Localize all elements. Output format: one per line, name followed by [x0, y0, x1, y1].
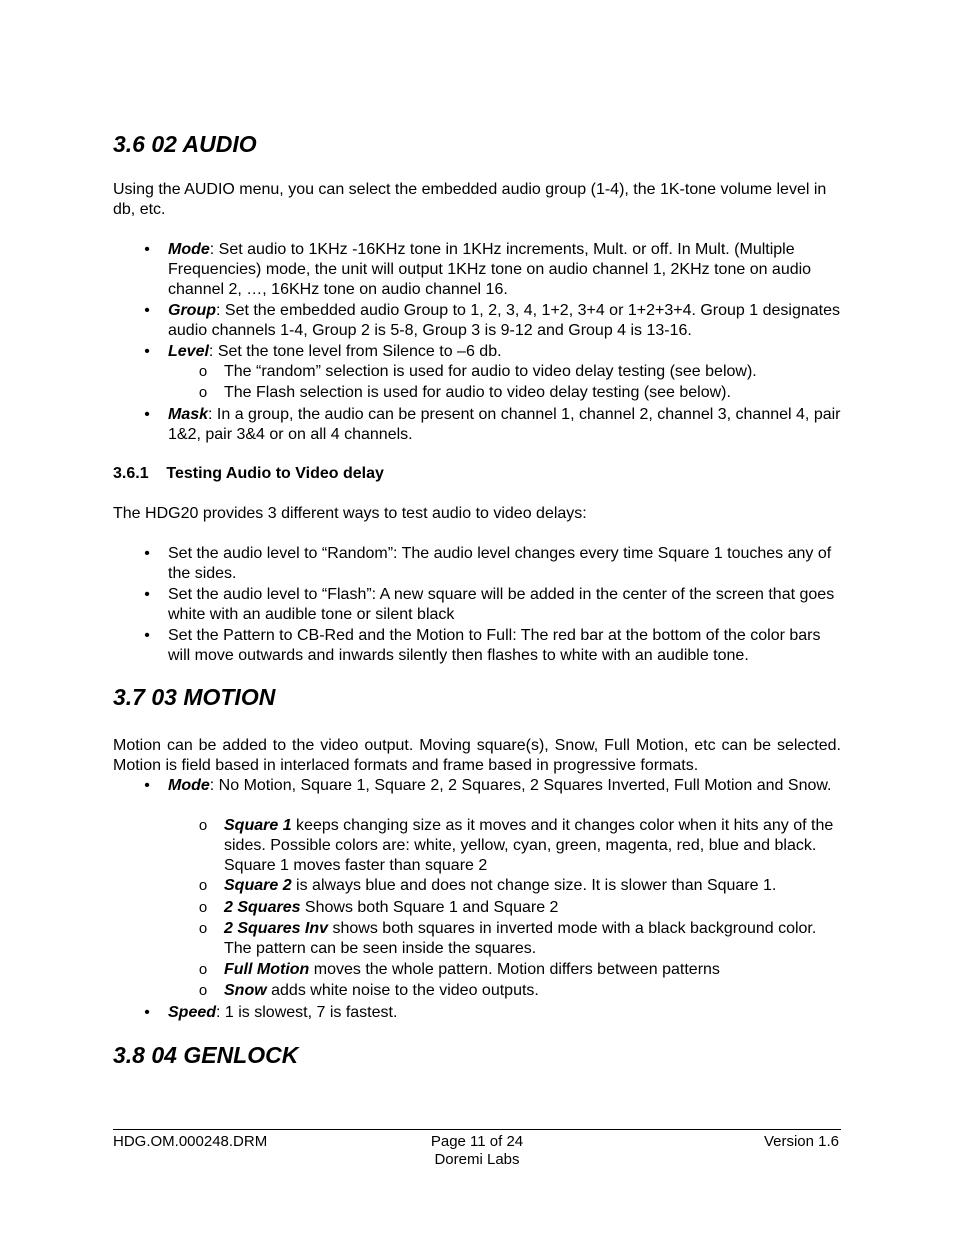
item-text: Set the audio level to “Random”: The audio level changes every time Square 1 touches any of the sides.	[168, 545, 832, 582]
bullet-icon: •	[144, 777, 150, 794]
testing-intro-paragraph: The HDG20 provides 3 different ways to test audio to video delays:	[113, 505, 587, 522]
item-text: : In a group, the audio can be present on channel 1, channel 2, channel 3, channel 4, pair 1&2, pair 3&4 or on all 4 channels.	[168, 406, 841, 443]
list-item-mask	[144, 405, 843, 445]
footer-version: Version 1.6	[763, 1133, 839, 1150]
bullet-icon: •	[144, 627, 150, 644]
item-text: shows both squares in inverted mode with a black background color. The pattern can be seen inside the squares.	[224, 920, 817, 957]
list-item-level	[144, 342, 843, 362]
audio-intro-paragraph: Using the AUDIO menu, you can select the embedded audio group (1-4), the 1K-tone volume level in db, etc.	[113, 181, 827, 218]
bullet-icon: •	[144, 406, 150, 423]
item-text: Set the audio level to “Flash”: A new square will be added in the center of the screen that goes white with an audible tone or silent black	[168, 586, 835, 623]
item-text: : Set audio to 1KHz -16KHz tone in 1KHz increments, Mult. or off. In Mult. (Multiple Frequencies) mode, the unit will output 1KHz tone on audio channel 1, 2KHz tone on audio channel 2, …, 16KHz tone on audio channel 16.	[168, 241, 812, 298]
sub-item-flash	[198, 383, 839, 403]
item-text: : Set the embedded audio Group to 1, 2, 3, 4, 1+2, 3+4 or 1+2+3+4. Group 1 designates audio channels 1-4, Group 2 is 5-8, Group 3 is 9-12 and Group 4 is 13-16.	[168, 302, 841, 339]
list-item-speed	[144, 1003, 843, 1023]
hollow-bullet-icon: o	[198, 899, 208, 916]
footer-center	[377, 1133, 577, 1169]
hollow-bullet-icon: o	[198, 920, 208, 937]
term-label: Level	[168, 343, 209, 360]
term-label: Square 1	[224, 817, 292, 834]
section-heading-audio: 3.6 02 AUDIO	[113, 131, 257, 157]
term-label: Snow	[224, 982, 267, 999]
term-label: 2 Squares Inv	[224, 920, 329, 937]
item-text: adds white noise to the video outputs.	[266, 982, 539, 999]
item-text: : 1 is slowest, 7 is fastest.	[216, 1004, 398, 1021]
footer-company: Doremi Labs	[434, 1151, 520, 1168]
term-label: Mode	[168, 241, 210, 258]
hollow-bullet-icon: o	[198, 817, 208, 834]
list-item-random	[144, 544, 843, 584]
bullet-icon: •	[144, 1004, 150, 1021]
term-label: Group	[168, 302, 216, 319]
list-item-cb-red	[144, 626, 843, 666]
term-label: Full Motion	[224, 961, 310, 978]
term-label: 2 Squares	[224, 899, 301, 916]
item-text: Set the Pattern to CB-Red and the Motion to Full: The red bar at the bottom of the color bars will move outwards and inwards silently then flashes to white with an audible tone.	[168, 627, 821, 664]
sub-item-snow	[198, 981, 839, 1001]
footer-divider	[113, 1129, 841, 1130]
item-text: : No Motion, Square 1, Square 2, 2 Squares, 2 Squares Inverted, Full Motion and Snow.	[209, 777, 832, 794]
list-item-motion-mode	[144, 776, 843, 796]
item-text: moves the whole pattern. Motion differs between patterns	[309, 961, 720, 978]
footer-page-number: Page 11 of 24	[430, 1133, 524, 1150]
section-heading-genlock: 3.8 04 GENLOCK	[113, 1042, 299, 1068]
bullet-icon: •	[144, 545, 150, 562]
item-text: The “random” selection is used for audio to video delay testing (see below).	[224, 363, 757, 380]
bullet-icon: •	[144, 586, 150, 603]
item-text: The Flash selection is used for audio to video delay testing (see below).	[224, 384, 731, 401]
hollow-bullet-icon: o	[198, 961, 208, 978]
hollow-bullet-icon: o	[198, 384, 208, 401]
term-label: Square 2	[224, 877, 292, 894]
bullet-icon: •	[144, 241, 150, 258]
subsection-heading-testing: 3.6.1 Testing Audio to Video delay	[113, 465, 384, 482]
sub-item-full-motion	[198, 960, 839, 980]
item-text: keeps changing size as it moves and it changes color when it hits any of the sides. Possible colors are: white, yellow, cyan, green, magenta, red, blue and black. Square 1 moves faster than square 2	[224, 817, 834, 874]
term-label: Mask	[168, 406, 209, 423]
sub-item-square-2	[198, 876, 839, 896]
section-heading-motion: 3.7 03 MOTION	[113, 684, 276, 710]
hollow-bullet-icon: o	[198, 877, 208, 894]
motion-intro-paragraph: Motion can be added to the video output. Moving square(s), Snow, Full Motion, etc can be selected. Motion is field based in interlaced formats and frame based in progressive formats.	[113, 737, 841, 774]
bullet-icon: •	[144, 343, 150, 360]
sub-item-2-squares-inv	[198, 919, 839, 959]
list-item-group	[144, 301, 843, 341]
term-label: Speed	[168, 1004, 217, 1021]
hollow-bullet-icon: o	[198, 982, 208, 999]
sub-item-square-1	[198, 816, 839, 876]
item-text: Shows both Square 1 and Square 2	[300, 899, 559, 916]
footer-doc-id: HDG.OM.000248.DRM	[113, 1133, 268, 1150]
hollow-bullet-icon: o	[198, 363, 208, 380]
bullet-icon: •	[144, 302, 150, 319]
item-text: : Set the tone level from Silence to –6 db.	[208, 343, 502, 360]
term-label: Mode	[168, 777, 210, 794]
list-item-mode	[144, 240, 843, 300]
sub-item-random	[198, 362, 839, 382]
list-item-flash	[144, 585, 843, 625]
sub-item-2-squares	[198, 898, 839, 918]
item-text: is always blue and does not change size. It is slower than Square 1.	[291, 877, 777, 894]
